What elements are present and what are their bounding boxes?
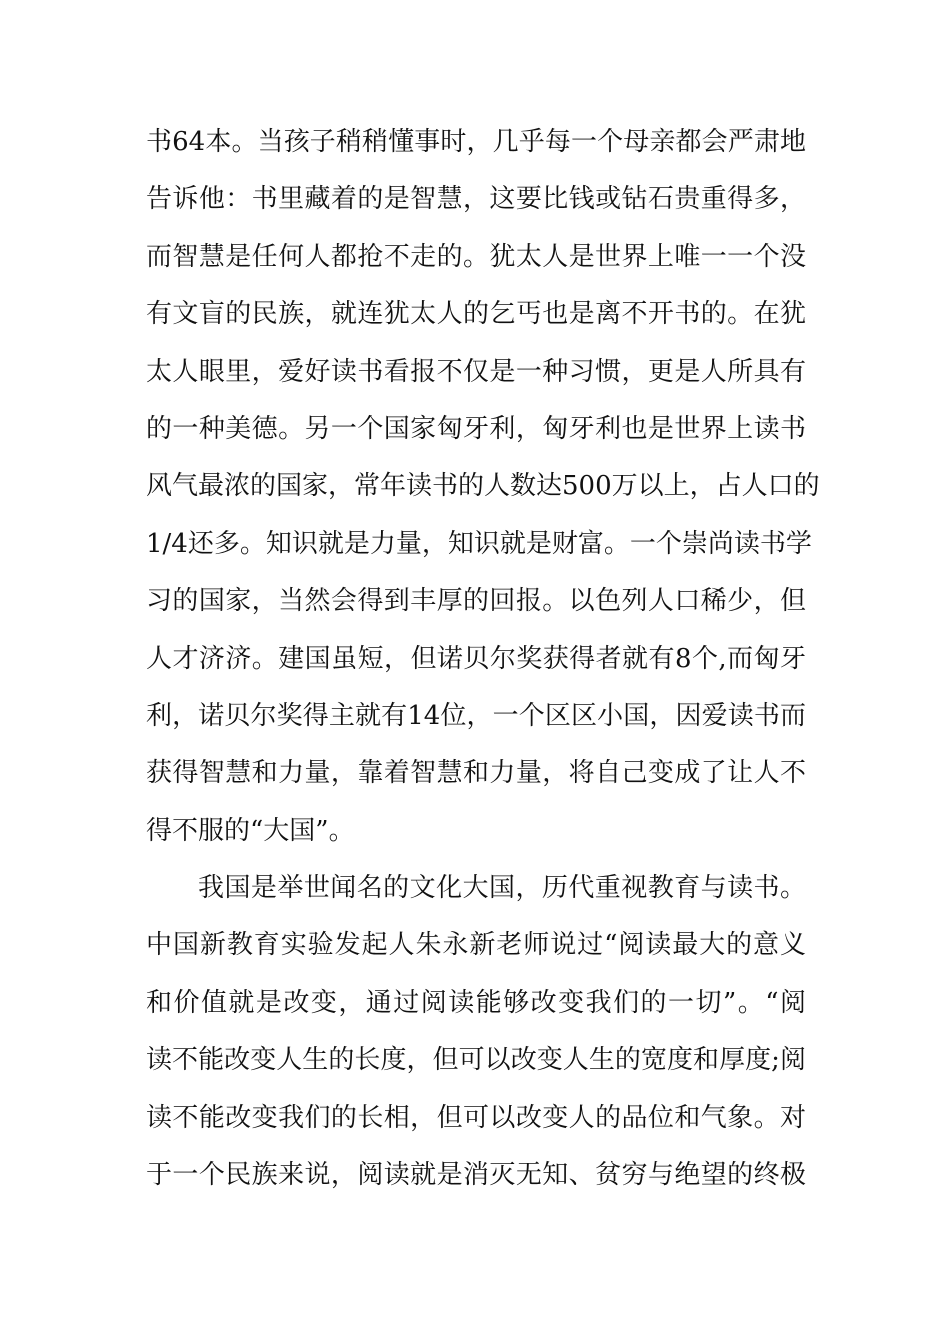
- text-line: 风气最浓的国家，常年读书的人数达500万以上，占人口的: [146, 471, 820, 502]
- text-line: 于一个民族来说，阅读就是消灭无知、贫穷与绝望的终极: [146, 1160, 806, 1191]
- text-line: 中国新教育实验发起人朱永新老师说过“阅读最大的意义: [146, 930, 806, 961]
- text-line-last: 得不服的“大国”。: [146, 815, 355, 846]
- text-line: 人才济济。建国虽短，但诺贝尔奖获得者就有8个,而匈牙: [146, 643, 806, 674]
- text-line: 而智慧是任何人都抢不走的。犹太人是世界上唯一一个没: [146, 241, 806, 272]
- paragraph-1: [146, 122, 820, 868]
- text-line: 获得智慧和力量，靠着智慧和力量，将自己变成了让人不: [146, 758, 806, 789]
- document-page: [146, 122, 820, 1212]
- text-line: 1/4还多。知识就是力量，知识就是财富。一个崇尚读书学: [146, 528, 812, 559]
- text-line: 读不能改变人生的长度，但可以改变人生的宽度和厚度;阅: [146, 1045, 806, 1076]
- text-line: 的一种美德。另一个国家匈牙利，匈牙利也是世界上读书: [146, 413, 806, 444]
- text-line: 太人眼里，爱好读书看报不仅是一种习惯，更是人所具有: [146, 356, 806, 387]
- text-line: 和价值就是改变，通过阅读能够改变我们的一切”。“阅: [146, 987, 806, 1018]
- text-line: 读不能改变我们的长相，但可以改变人的品位和气象。对: [146, 1102, 806, 1133]
- text-line-first: 我国是举世闻名的文化大国，历代重视教育与读书。: [198, 873, 806, 904]
- text-line: 告诉他：书里藏着的是智慧，这要比钱或钻石贵重得多，: [146, 184, 806, 215]
- text-line: 习的国家，当然会得到丰厚的回报。以色列人口稀少，但: [146, 586, 806, 617]
- text-line: 书64本。当孩子稍稍懂事时，几乎每一个母亲都会严肃地: [146, 127, 806, 157]
- text-line: 利，诺贝尔奖得主就有14位，一个区区小国，因爱读书而: [146, 700, 806, 731]
- paragraph-2: [146, 868, 806, 1212]
- text-line: 有文盲的民族，就连犹太人的乞丐也是离不开书的。在犹: [146, 299, 806, 330]
